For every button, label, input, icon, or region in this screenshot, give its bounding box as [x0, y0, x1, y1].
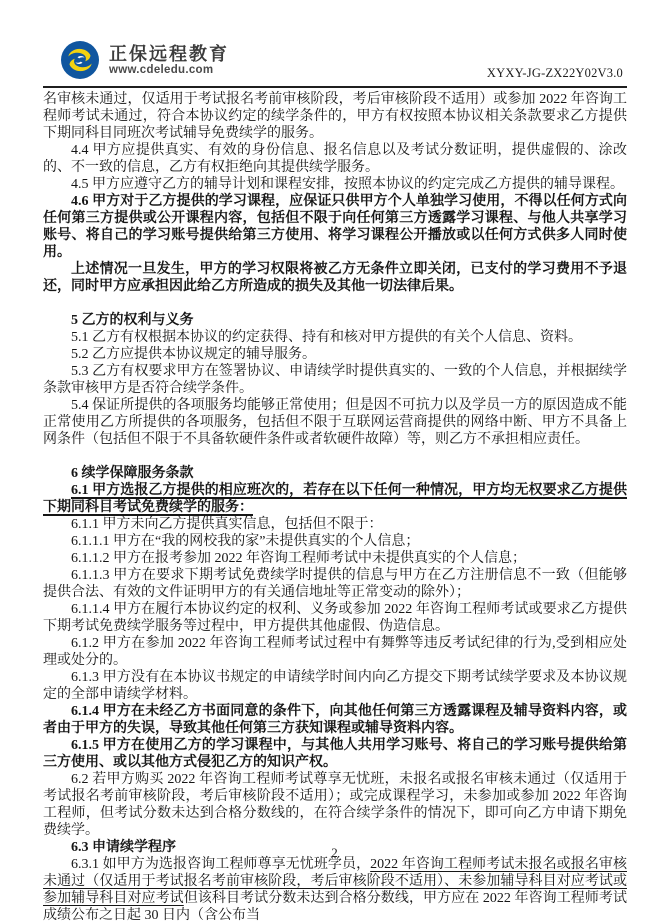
text-segment: 6.1.3 甲方没有在本协议书规定的申请续学时间内向乙方提交下期考试续学要求及本协议规定的全部申请续学材料。 [43, 670, 627, 702]
clause-6-1-1-2 [43, 550, 627, 567]
clause-5-3 [43, 363, 627, 397]
doc-code: XYXY-JG-ZX22Y02V3.0 [486, 66, 623, 80]
page-number: 2 [331, 845, 338, 860]
text-segment: 6.2 若甲方购买 2022 年咨询工程师考试尊享无忧班，未报名或报名审核未通过（仅适用于考试报名考前审核阶段，考后审核阶段不适用）；或完成课程学习，未参加或参加 2022 年咨询工程师，但考试分数未达到合格分数线的，在符合续学条件的情况下，即可向乙方申请下期免费续学。 [43, 772, 627, 838]
text-segment: 6.1.5 甲方在使用乙方的学习课程中，与其他人共用学习账号、将自己的学习账号提供给第三方使用、或以其他方式侵犯乙方的知识产权。 [43, 738, 627, 770]
text-segment: 5.3 乙方有权要求甲方在签署协议、申请续学时提供真实的、一致的个人信息，并根据续学条款审核甲方是否符合续学条件。 [43, 364, 627, 396]
brand-text-block [109, 44, 229, 77]
clause-4-4 [43, 142, 627, 176]
clause-4-3-carryover [43, 91, 627, 142]
clause-4-6 [43, 193, 627, 261]
brand-name: 正保远程教育 [109, 43, 229, 64]
page-header [60, 40, 229, 80]
text-segment: 6.1.1.3 甲方在要求下期考试免费续学时提供的信息与甲方在乙方注册信息不一致（但能够提供合法、有效的文件证明甲方的有关通信地址等正常变动的除外）； [43, 568, 627, 600]
document-body [43, 91, 627, 923]
clause-4-6-consequence [43, 261, 627, 295]
text-segment: 6.1.4 甲方在未经乙方书面同意的条件下，向其他任何第三方透露课程及辅导资料内容，或者由于甲方的失误，导致其他任何第三方获知课程或辅导资料内容。 [43, 704, 627, 736]
text-segment: 4.6 甲方对于乙方提供的学习课程，应保证只供甲方个人单独学习使用，不得以任何方式向任何第三方提供或公开课程内容，包括但不限于向任何第三方透露学习课程、与他人共享学习账号、将自己的学习账号提供给第三方使用、将学习课程公开播放或以任何方式供多人同时使用。 [43, 194, 627, 260]
text-segment: 2022 年咨询工程师考试未报名或报名审核未通过（仅适用于考试报名考前审核阶段，考后审核阶段不适用）、未参加辅导科目对应考试或参加辅导科目对应考试 [43, 857, 628, 906]
clause-6-1-5 [43, 737, 627, 771]
clause-6-2 [43, 771, 627, 839]
section-6-heading [43, 465, 627, 482]
text-segment: 名审核未通过，仅适用于考试报名考前审核阶段，考后审核阶段不适用）或参加 2022 年咨询工程师考试未通过，符合本协议约定的续学条件的，甲方有权按照本协议相关条款要求乙方提供下期同科目同班次考试辅导免费续学的服务。 [43, 92, 627, 141]
text-segment: 5.2 乙方应提供本协议规定的辅导服务。 [71, 347, 316, 362]
clause-5-1 [43, 329, 627, 346]
clause-6-1-1-1 [43, 533, 627, 550]
text-segment: 6.1.1.2 甲方在报考参加 2022 年咨询工程师考试中未提供真实的个人信息； [71, 551, 526, 566]
text-segment: 6.1 甲方选报乙方提供的相应班次的，若存在以下任何一种情况，甲方均无权要求乙方提供下期同科目考试免费续学的服务： [43, 483, 627, 515]
clause-6-1-1-4 [43, 601, 627, 635]
clause-6-1-3 [43, 669, 627, 703]
text-segment: 4.4 甲方应提供真实、有效的身份信息、报名信息以及考试分数证明，提供虚假的、涂改的、不一致的信息，乙方有权拒绝向其提供续学服务。 [43, 143, 627, 175]
text-segment: 5.4 保证所提供的各项服务均能够正常使用；但是因不可抗力以及学员一方的原因造成不能正常使用乙方所提供的各项服务，包括但不限于互联网运营商提供的网络中断、甲方不具备上网条件（包括但不限于不具备软硬件条件或者软硬件故障）等，则乙方不承担相应责任。 [43, 398, 627, 447]
clause-5-4 [43, 397, 627, 448]
clause-6-1-4 [43, 703, 627, 737]
text-segment: 4.5 甲方应遵守乙方的辅导计划和课程安排，按照本协议的约定完成乙方提供的辅导课程。 [71, 177, 624, 192]
text-segment: 6.1.1.4 甲方在履行本协议约定的权利、义务或参加 2022 年咨询工程师考试或要求乙方提供下期考试免费续学服务等过程中，甲方提供其他虚假、伪造信息。 [43, 602, 627, 634]
brand-url: www.cdeledu.com [109, 63, 214, 76]
text-segment: 6.3.1 如甲方为选报咨询工程师尊享无忧班学员， [71, 857, 371, 872]
text-segment: 5 乙方的权利与义务 [71, 313, 194, 328]
text-segment: 6.3 申请续学程序 [71, 840, 176, 855]
clause-4-5 [43, 176, 627, 193]
text-segment: 上述情况一旦发生，甲方的学习权限将被乙方无条件立即关闭，已支付的学习费用不予退还，同时甲方应承担因此给乙方所造成的损失及其他一切法律后果。 [43, 262, 627, 294]
clause-6-1-1-3 [43, 567, 627, 601]
clause-6-1-2 [43, 635, 627, 669]
clause-5-2 [43, 346, 627, 363]
clause-6-3-1 [43, 856, 627, 923]
clause-6-1 [43, 482, 627, 516]
text-segment: 6.1.1.1 甲方在“我的网校我的家”未提供真实的个人信息； [71, 534, 420, 549]
clause-6-1-1 [43, 516, 627, 533]
text-segment: 6.1.1 甲方未向乙方提供真实信息，包括但不限于： [71, 517, 383, 532]
header-rule [43, 86, 627, 88]
text-segment: 6.1.2 甲方在参加 2022 年咨询工程师考试过程中有舞弊等违反考试纪律的行为,受到相应处理或处分的。 [43, 636, 627, 668]
text-segment: 但该科目考试分数未达到合格分数线，甲方应在 2022 年咨询工程师考试成绩公布之日起 30 日内（含公布当 [43, 891, 627, 923]
text-segment: 6 续学保障服务条款 [71, 466, 194, 481]
section-5-heading [43, 312, 627, 329]
text-segment: 5.1 乙方有权根据本协议的约定获得、持有和核对甲方提供的有关个人信息、资料。 [71, 330, 582, 345]
brand-logo-icon [60, 40, 100, 80]
